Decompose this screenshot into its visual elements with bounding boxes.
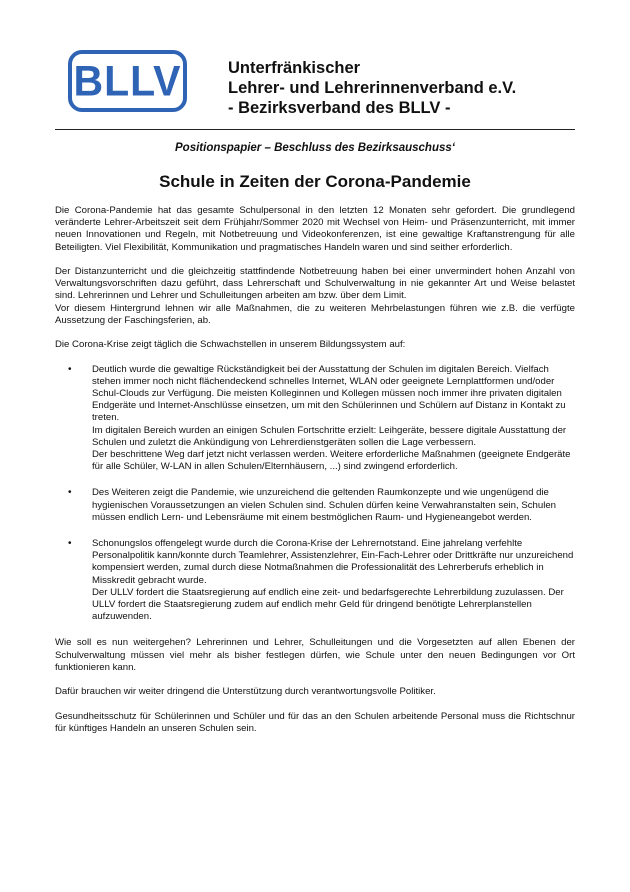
document-subtitle: Positionspapier – Beschluss des Bezirksauschuss‘ — [175, 142, 455, 154]
paragraph-intro: Die Corona-Pandemie hat das gesamte Schulpersonal in den letzten 12 Monaten sehr gefordert. Die grundlegend veränderte Lehrer-Arbeitszeit seit dem Frühjahr/Sommer 2020 mit Wechsel von Heim- und Präsenzunterricht, mit immer neuen Innovationen und Regeln, mit Notbetreuung und Videokonferenzen, ist eine gewaltige Kraftanstrengung für alle Beteiligten. Viel Flexibilität, Kommunikation und pragmatisches Handeln waren und sind seither erforderlich. — [55, 205, 575, 253]
paragraph-support: Dafür brauchen wir weiter dringend die Unterstützung durch verantwortungsvolle Politiker. — [55, 686, 436, 698]
bullet-symbol: • — [68, 538, 72, 550]
org-line-1: Unterfränkischer — [228, 59, 361, 77]
paragraph-health: Gesundheitsschutz für Schülerinnen und Schüler und für das an den Schulen arbeitende Personal muss die Richtschnur für künftiges Handeln an unseren Schulen sein. — [55, 710, 575, 734]
bullet-shortage-text-2: Der ULLV fordert die Staatsregierung auf endlich eine zeit- und bedarfsgerechte Lehrerbildung zuzulassen. Der ULLV fordert die Staatsregierung zudem auf endlich mehr Geld für dringend benötigte Lehrerplanstellen aufzuwenden. — [92, 586, 564, 623]
bullet-shortage-text-1: Schonungslos offengelegt wurde durch die Corona-Krise der Lehrernotstand. Eine jahrelang verfehlte Personalpolitik kann/konnte durch Teamlehrer, Assistenzlehrer, Ein-Fach-Lehrer oder Drittkräfte nur unzureichend kompensiert werden, zumal durch diese Notmaßnahmen die Professionalität des Lehrerberufs erheblich in Misskredit gebracht wurde. — [92, 538, 574, 586]
bullet-digital-text-2: Im digitalen Bereich wurden an einigen Schulen Fortschritte erzielt: Leihgeräte, bessere digitale Ausstattung der Schulen und zuletzt die Ankündigung von Lehrerdienstgeräten sollen die Lage verbessern. — [92, 424, 567, 448]
bullet-rooms-text-1: Des Weiteren zeigt die Pandemie, wie unzureichend die geltenden Raumkonzepte und wie ungenügend die hygienischen Voraussetzungen an vielen Schulen sind. Schulen dürfen keine Verwahranstalten sein, Schulen müssen endlich Lern- und Lebensräume mit einem bestmöglichen Raum- und Hygieneangebot werden. — [92, 487, 557, 523]
bullet-symbol: • — [68, 487, 72, 499]
bullet-digital-text-3: Der beschrittene Weg darf jetzt nicht verlassen werden. Weitere erforderliche Maßnahmen (geeignete Endgeräte für alle Schüler, W-LAN in allen Schulen/Elternhäusern, ...) sind zwingend erforderlich. — [92, 449, 571, 473]
bullet-digital-text-1: Deutlich wurde die gewaltige Rückständigkeit bei der Ausstattung der Schulen im digitalen Bereich. Vielfach stehen immer noch nicht flächendeckend schnelles Internet, WLAN oder geeignete Lernplattformen und/oder Schul-Clouds zur Verfügung. Die meisten Kolleginnen und Kollegen müssen noch immer ihre privaten digitalen Endgeräte und Internet-Anschlüsse einsetzen, um mit den Schülerinnen und Schülern auf Distanz in Kontakt zu treten. — [92, 363, 566, 424]
document-title: Schule in Zeiten der Corona-Pandemie — [159, 172, 471, 191]
org-line-2: Lehrer- und Lehrerinnenverband e.V. — [228, 79, 517, 97]
bullet-item-digital — [55, 364, 575, 474]
document-body — [55, 205, 575, 747]
bullet-symbol: • — [68, 363, 72, 375]
logo-text: BLLV — [73, 56, 182, 105]
paragraph-weaknesses: Die Corona-Krise zeigt täglich die Schwachstellen in unserem Bildungssystem auf: — [55, 339, 406, 351]
bullet-item-rooms — [55, 487, 575, 524]
paragraph-distance-learning: Der Distanzunterricht und die gleichzeitig stattfindende Notbetreuung haben bei einer unvermindert hohen Anzahl von Verwaltungsvorschriften dazu geführt, dass Lehrerschaft und Schulverwaltung in nie gekannter Art und Weise belastet sind. Lehrerinnen und Lehrer und Schulleitungen arbeiten am bzw. über dem Limit. — [55, 266, 575, 302]
header-divider — [55, 129, 575, 130]
paragraph-next-steps: Wie soll es nun weitergehen? Lehrerinnen und Lehrer, Schulleitungen und die Vorgesetzten auf allen Ebenen der Schulverwaltung müssen viel mehr als bisher festlegen dürfen, wie Schule unter den neuen Bedingungen vor Ort funktionieren kann. — [55, 637, 575, 673]
bullet-list — [55, 364, 575, 624]
org-line-3: - Bezirksverband des BLLV - — [228, 99, 451, 117]
bllv-logo — [68, 50, 187, 112]
organization-name — [228, 58, 516, 118]
bullet-item-teacher-shortage — [55, 538, 575, 623]
paragraph-background: Vor diesem Hintergrund lehnen wir alle Maßnahmen, die zu weiteren Mehrbelastungen führen wie z.B. die verfügte Aussetzung der Faschingsferien, ab. — [55, 302, 575, 326]
